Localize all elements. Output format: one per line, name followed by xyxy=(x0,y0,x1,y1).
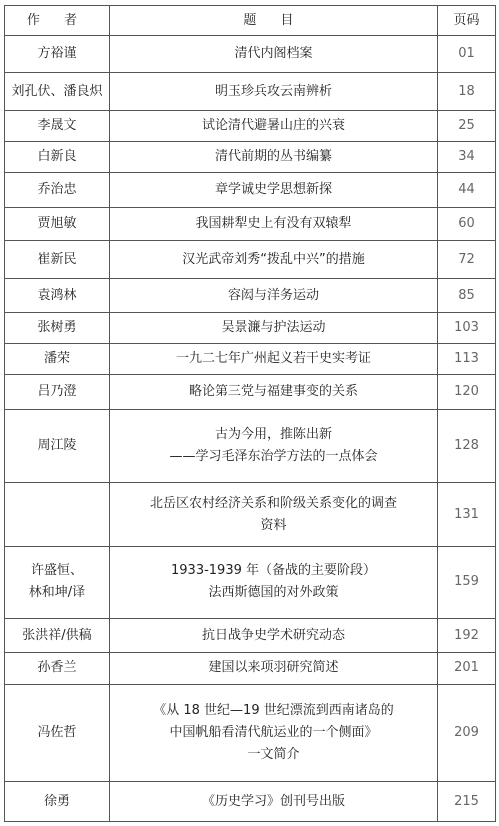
table-row xyxy=(5,547,496,619)
page-number-cell: 159 xyxy=(438,547,496,619)
page-number-cell: 192 xyxy=(438,618,496,652)
title-cell xyxy=(110,36,438,73)
title-cell-line: 抗日战争史学术研究动态 xyxy=(201,627,345,643)
title-cell xyxy=(110,241,438,279)
title-cell-line: 北岳区农村经济关系和阶级关系变化的调查 xyxy=(149,495,397,511)
title-cell xyxy=(110,547,438,619)
table-row xyxy=(5,684,496,782)
title-cell-line: ——学习毛泽东治学方法的一点体会 xyxy=(169,449,378,465)
table-row xyxy=(5,110,496,141)
author-cell xyxy=(5,207,110,240)
page-number-cell: 113 xyxy=(438,344,496,375)
title-cell xyxy=(110,344,438,375)
title-cell-line: 古为今用，推陈出新 xyxy=(214,427,332,443)
author-cell xyxy=(5,142,110,173)
page-number-cell: 131 xyxy=(438,483,496,547)
author-cell-line: 白新良 xyxy=(37,149,77,165)
author-cell-line: 林和坤/译 xyxy=(28,585,86,601)
author-cell-line: 乔治忠 xyxy=(37,182,77,198)
page-number-cell: 25 xyxy=(438,110,496,141)
title-cell-line: 法西斯德国的对外政策 xyxy=(208,585,339,601)
title-cell-line: 1933-1939 年（备战的主要阶段） xyxy=(171,563,376,579)
page-number-cell: 209 xyxy=(438,684,496,782)
toc-table xyxy=(4,5,496,822)
title-column-header: 题 目 xyxy=(110,6,438,36)
title-cell-line: 容闳与洋务运动 xyxy=(227,287,319,303)
author-cell xyxy=(5,312,110,343)
title-cell-line: 清代前期的丛书编纂 xyxy=(214,149,332,165)
author-cell xyxy=(5,782,110,822)
title-cell-line: 一九二七年广州起义若干史实考证 xyxy=(175,351,371,367)
table-row xyxy=(5,344,496,375)
title-cell xyxy=(110,375,438,409)
title-cell-line: 我国耕犁史上有没有双辕犁 xyxy=(195,215,352,231)
author-cell-line: 冯佐哲 xyxy=(37,724,77,740)
title-cell xyxy=(110,207,438,240)
author-cell-line: 吕乃澄 xyxy=(37,384,77,400)
author-cell-line: 刘孔伏、潘良炽 xyxy=(11,83,103,99)
title-cell xyxy=(110,653,438,684)
author-cell-line: 张树勇 xyxy=(37,319,77,335)
title-cell xyxy=(110,483,438,547)
author-cell-line: 许盛恒、 xyxy=(30,563,83,579)
author-cell-line: 潘荣 xyxy=(43,351,70,367)
author-cell xyxy=(5,110,110,141)
author-cell-line: 张洪祥/供稿 xyxy=(22,627,92,643)
table-row xyxy=(5,782,496,822)
author-cell xyxy=(5,344,110,375)
author-column-header: 作 者 xyxy=(5,6,110,36)
title-cell-line: 明玉珍兵攻云南辨析 xyxy=(214,83,332,99)
author-cell xyxy=(5,653,110,684)
title-cell-line: 一文简介 xyxy=(247,746,300,762)
table-row xyxy=(5,36,496,73)
title-cell-line: 章学诚史学思想新探 xyxy=(214,182,332,198)
author-cell xyxy=(5,173,110,207)
author-cell xyxy=(5,547,110,619)
author-cell xyxy=(5,409,110,483)
title-cell xyxy=(110,142,438,173)
title-cell-line: 试论清代避暑山庄的兴衰 xyxy=(201,117,345,133)
table-row xyxy=(5,279,496,312)
author-cell xyxy=(5,241,110,279)
page-number-cell: 120 xyxy=(438,375,496,409)
author-cell-line: 方裕谨 xyxy=(37,46,77,62)
page-number-cell: 18 xyxy=(438,73,496,110)
page-number-cell: 01 xyxy=(438,36,496,73)
author-cell xyxy=(5,483,110,547)
author-cell xyxy=(5,279,110,312)
author-cell xyxy=(5,375,110,409)
title-cell xyxy=(110,312,438,343)
title-cell-line: 吴景濂与护法运动 xyxy=(221,319,326,335)
table-row xyxy=(5,312,496,343)
title-cell xyxy=(110,618,438,652)
page-number-cell: 103 xyxy=(438,312,496,343)
table-row xyxy=(5,241,496,279)
author-cell-line: 袁鸿林 xyxy=(37,287,77,303)
author-cell xyxy=(5,618,110,652)
page-number-cell: 128 xyxy=(438,409,496,483)
author-cell-line: 李晟文 xyxy=(37,117,77,133)
title-cell-line: 资料 xyxy=(260,517,287,533)
author-cell xyxy=(5,684,110,782)
page-number-cell: 215 xyxy=(438,782,496,822)
table-row xyxy=(5,618,496,652)
title-cell-line: 中国帆船看清代航运业的一个侧面》 xyxy=(169,724,378,740)
table-row xyxy=(5,409,496,483)
title-cell-line: 略论第三党与福建事变的关系 xyxy=(188,384,358,400)
toc-body xyxy=(5,36,496,822)
page-number-cell: 44 xyxy=(438,173,496,207)
table-row xyxy=(5,483,496,547)
table-row xyxy=(5,173,496,207)
page-number-cell: 34 xyxy=(438,142,496,173)
page-number-cell: 201 xyxy=(438,653,496,684)
title-cell xyxy=(110,73,438,110)
title-cell-line: 建国以来项羽研究简述 xyxy=(208,660,339,676)
table-row xyxy=(5,73,496,110)
title-cell xyxy=(110,409,438,483)
author-cell xyxy=(5,73,110,110)
page-number-cell: 85 xyxy=(438,279,496,312)
header-row xyxy=(5,6,496,36)
author-cell-line: 崔新民 xyxy=(37,251,77,267)
title-cell-line: 汉光武帝刘秀“拨乱中兴”的措施 xyxy=(182,251,365,267)
author-cell-line: 孙香兰 xyxy=(37,660,77,676)
page-number-cell: 60 xyxy=(438,207,496,240)
title-cell xyxy=(110,684,438,782)
table-row xyxy=(5,375,496,409)
title-cell-line: 《历史学习》创刊号出版 xyxy=(201,793,345,809)
title-cell-line: 清代内阁档案 xyxy=(234,46,313,62)
page-number-cell: 72 xyxy=(438,241,496,279)
table-row xyxy=(5,142,496,173)
title-cell xyxy=(110,782,438,822)
author-cell-line: 周江陵 xyxy=(37,438,77,454)
title-cell xyxy=(110,110,438,141)
table-row xyxy=(5,207,496,240)
author-cell xyxy=(5,36,110,73)
title-cell xyxy=(110,279,438,312)
author-cell-line: 徐勇 xyxy=(43,793,70,809)
page-column-header: 页码 xyxy=(438,6,496,36)
title-cell xyxy=(110,173,438,207)
author-cell-line: 贾旭敏 xyxy=(37,215,77,231)
title-cell-line: 《从 18 世纪—19 世纪漂流到西南诸岛的 xyxy=(153,702,394,718)
table-row xyxy=(5,653,496,684)
